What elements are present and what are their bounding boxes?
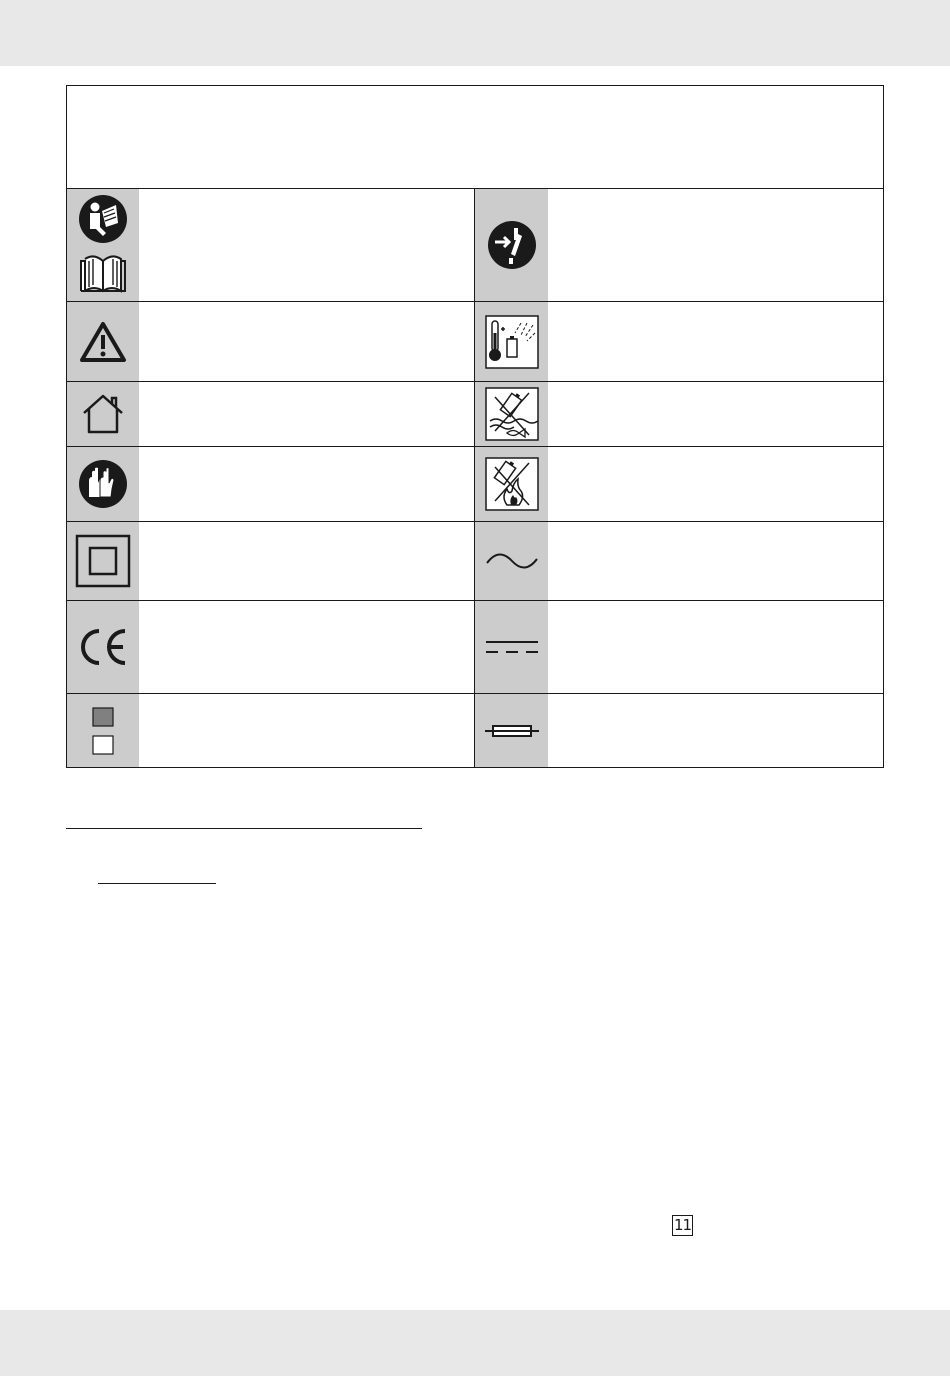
led-status-squares-icon <box>92 706 114 756</box>
icon-cell <box>67 447 139 521</box>
icon-cell <box>475 601 548 693</box>
symbol-description <box>139 601 475 693</box>
symbol-row <box>67 302 883 382</box>
symbol-description <box>139 694 475 767</box>
icon-cell <box>67 189 139 301</box>
icon-cell <box>67 522 139 600</box>
symbol-row <box>67 522 883 601</box>
warning-triangle-icon <box>79 321 127 363</box>
symbols-table-header <box>67 86 883 189</box>
symbol-description <box>548 382 883 446</box>
disconnect-plug-icon <box>487 220 537 270</box>
symbol-description <box>548 447 883 521</box>
subsection-heading-underline <box>98 883 216 884</box>
section-heading-underline <box>66 828 422 829</box>
symbol-row <box>67 694 883 767</box>
symbol-description <box>139 447 475 521</box>
indoor-house-icon <box>79 393 127 435</box>
symbol-row <box>67 447 883 522</box>
symbol-description <box>548 189 883 301</box>
symbols-table <box>66 85 884 768</box>
wear-gloves-icon <box>78 459 128 509</box>
symbol-row <box>67 382 883 447</box>
icon-cell <box>475 447 548 521</box>
icon-cell <box>475 522 548 600</box>
icon-cell <box>475 694 548 767</box>
no-battery-in-water-icon <box>485 387 539 441</box>
icon-cell <box>475 302 548 381</box>
top-page-band <box>0 0 950 66</box>
page-number: 11 <box>673 1216 692 1234</box>
ce-mark-icon <box>77 627 129 667</box>
icon-cell <box>475 382 548 446</box>
symbol-description <box>548 601 883 693</box>
bottom-page-band <box>0 1310 950 1376</box>
icon-cell <box>67 382 139 446</box>
symbol-description <box>139 302 475 381</box>
alternating-current-icon <box>485 549 539 573</box>
protection-class-ii-icon <box>75 534 131 588</box>
icon-cell <box>67 302 139 381</box>
no-battery-in-fire-icon <box>485 457 539 511</box>
symbol-description <box>548 522 883 600</box>
symbol-row <box>67 601 883 694</box>
symbol-description <box>139 522 475 600</box>
symbol-row <box>67 189 883 302</box>
direct-current-icon <box>485 637 539 657</box>
symbol-description <box>139 382 475 446</box>
icon-cell <box>67 601 139 693</box>
symbol-description <box>548 694 883 767</box>
symbol-description <box>139 189 475 301</box>
read-manual-icon <box>76 193 130 297</box>
icon-cell <box>475 189 548 301</box>
heat-sun-battery-icon <box>485 315 539 369</box>
icon-cell <box>67 694 139 767</box>
fuse-icon <box>484 723 540 739</box>
symbol-description <box>548 302 883 381</box>
